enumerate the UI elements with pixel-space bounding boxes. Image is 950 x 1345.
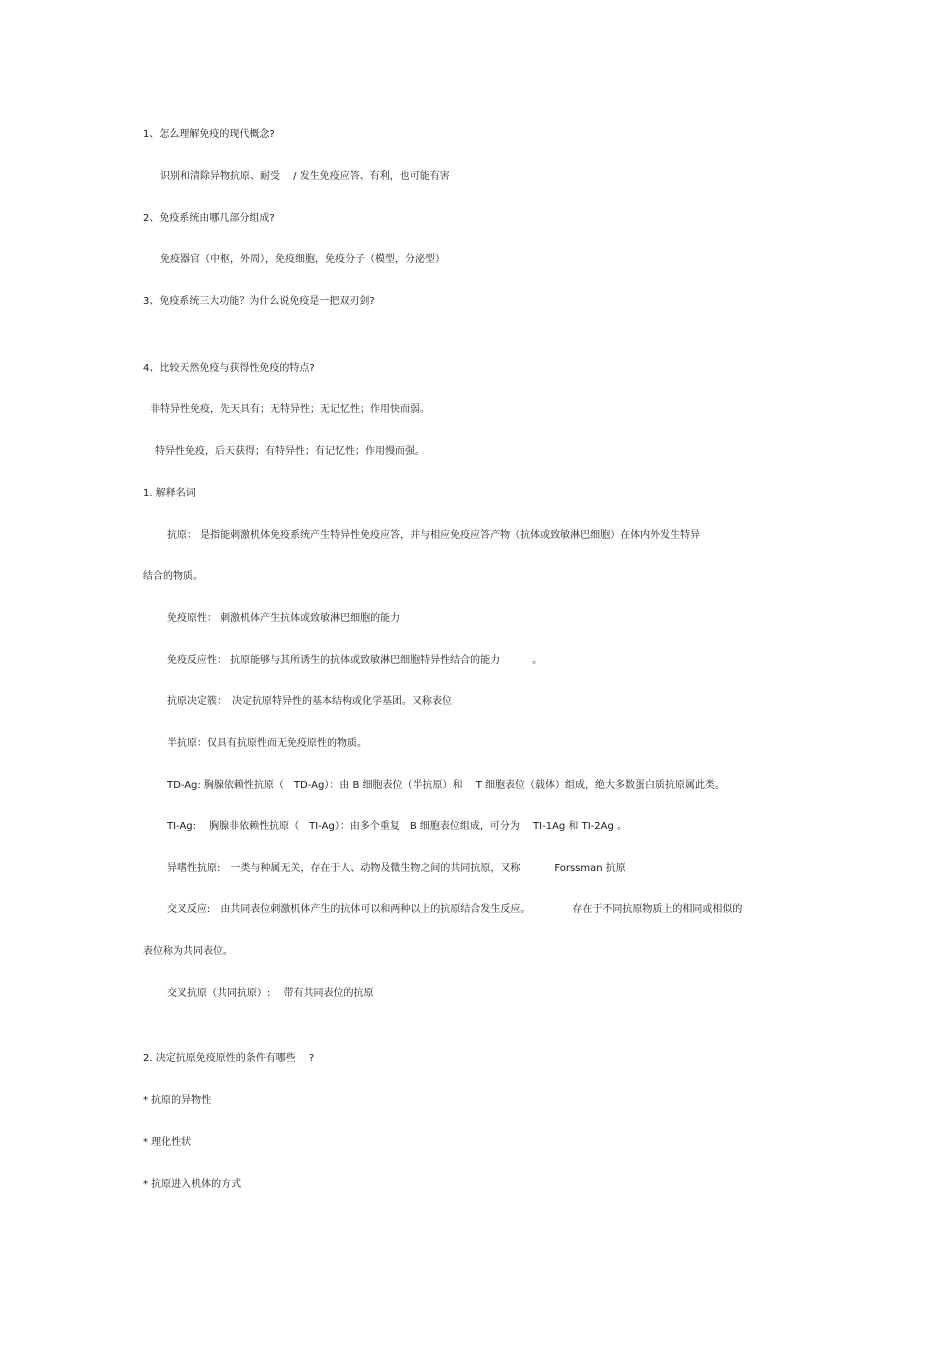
condition-item: * 抗原进入机体的方式 xyxy=(143,1179,242,1190)
term-ti-ag: TI-Ag: 胸腺非依赖性抗原（ TI-Ag）：由多个重复 B 细胞表位组成，可分为 TI-1Ag 和 TI-2Ag 。 xyxy=(167,821,628,832)
term-cross-reaction xyxy=(167,903,742,917)
term-immunoreactivity-text: 免疫反应性： 抗原能够与其所诱生的抗体或致敏淋巴细胞特异性结合的能力 xyxy=(167,655,501,666)
question-2-title: 2、免疫系统由哪几部分组成? xyxy=(143,213,275,224)
conditions-heading: 2. 决定抗原免疫原性的条件有哪些 ? xyxy=(143,1053,315,1064)
term-cross-reaction-text: 交叉反应: 由共同表位刺激机体产生的抗体可以和两种以上的抗原结合发生反应。 xyxy=(167,904,531,915)
term-cross-reaction-line-2: 表位称为共同表位。 xyxy=(143,946,233,957)
term-cross-reaction-cont: 存在于不同抗原物质上的相同或相似的 xyxy=(572,904,743,915)
question-1-answer: 识别和清除异物抗原、耐受 / 发生免疫应答、有利，也可能有害 xyxy=(160,171,450,182)
term-immunogenicity: 免疫原性： 刺激机体产生抗体或致敏淋巴细胞的能力 xyxy=(167,613,401,624)
term-heterophil-forssman: Forssman 抗原 xyxy=(554,863,626,874)
term-td-ag: TD-Ag: 胸腺依赖性抗原（ TD-Ag）：由 B 细胞表位（半抗原）和 T 细胞表位（载体）组成，绝大多数蛋白质抗原属此类。 xyxy=(167,780,726,791)
question-2-answer: 免疫器官（中枢，外周），免疫细胞，免疫分子（模型，分泌型） xyxy=(160,254,445,265)
term-antigen-line-2: 结合的物质。 xyxy=(143,571,203,582)
condition-item: * 理化性状 xyxy=(143,1137,192,1148)
term-hapten: 半抗原：仅具有抗原性而无免疫原性的物质。 xyxy=(167,738,367,749)
question-1-title: 1、怎么理解免疫的现代概念? xyxy=(143,129,275,140)
question-3-title: 3、免疫系统三大功能？为什么说免疫是一把双刃剑? xyxy=(143,296,375,307)
term-antigen-line-1: 抗原： 是指能刺激机体免疫系统产生特异性免疫应答，并与相应免疫应答产物（抗体或致敏淋巴细胞）在体内外发生特异 xyxy=(167,530,701,541)
condition-item: * 抗原的异物性 xyxy=(143,1095,212,1106)
term-determinant: 抗原决定簇： 决定抗原特异性的基本结构或化学基团。又称表位 xyxy=(167,696,452,707)
term-heterophil-text: 异嗜性抗原: 一类与种属无关，存在于人、动物及微生物之间的共同抗原，又称 xyxy=(167,863,521,874)
question-4-adaptive: 特异性免疫，后天获得；有特异性；有记忆性；作用慢而强。 xyxy=(155,446,425,457)
question-4-title: 4、比较天然免疫与获得性免疫的特点? xyxy=(143,363,315,374)
term-immunoreactivity-period: 。 xyxy=(532,655,543,666)
term-cross-antigen: 交叉抗原（共同抗原）: 带有共同表位的抗原 xyxy=(167,988,374,999)
question-4-innate: 非特异性免疫，先天具有；无特异性；无记忆性；作用快而弱。 xyxy=(150,404,430,415)
term-heterophil xyxy=(167,862,626,876)
terms-heading: 1. 解释名词 xyxy=(143,488,196,499)
term-immunoreactivity xyxy=(167,654,542,668)
